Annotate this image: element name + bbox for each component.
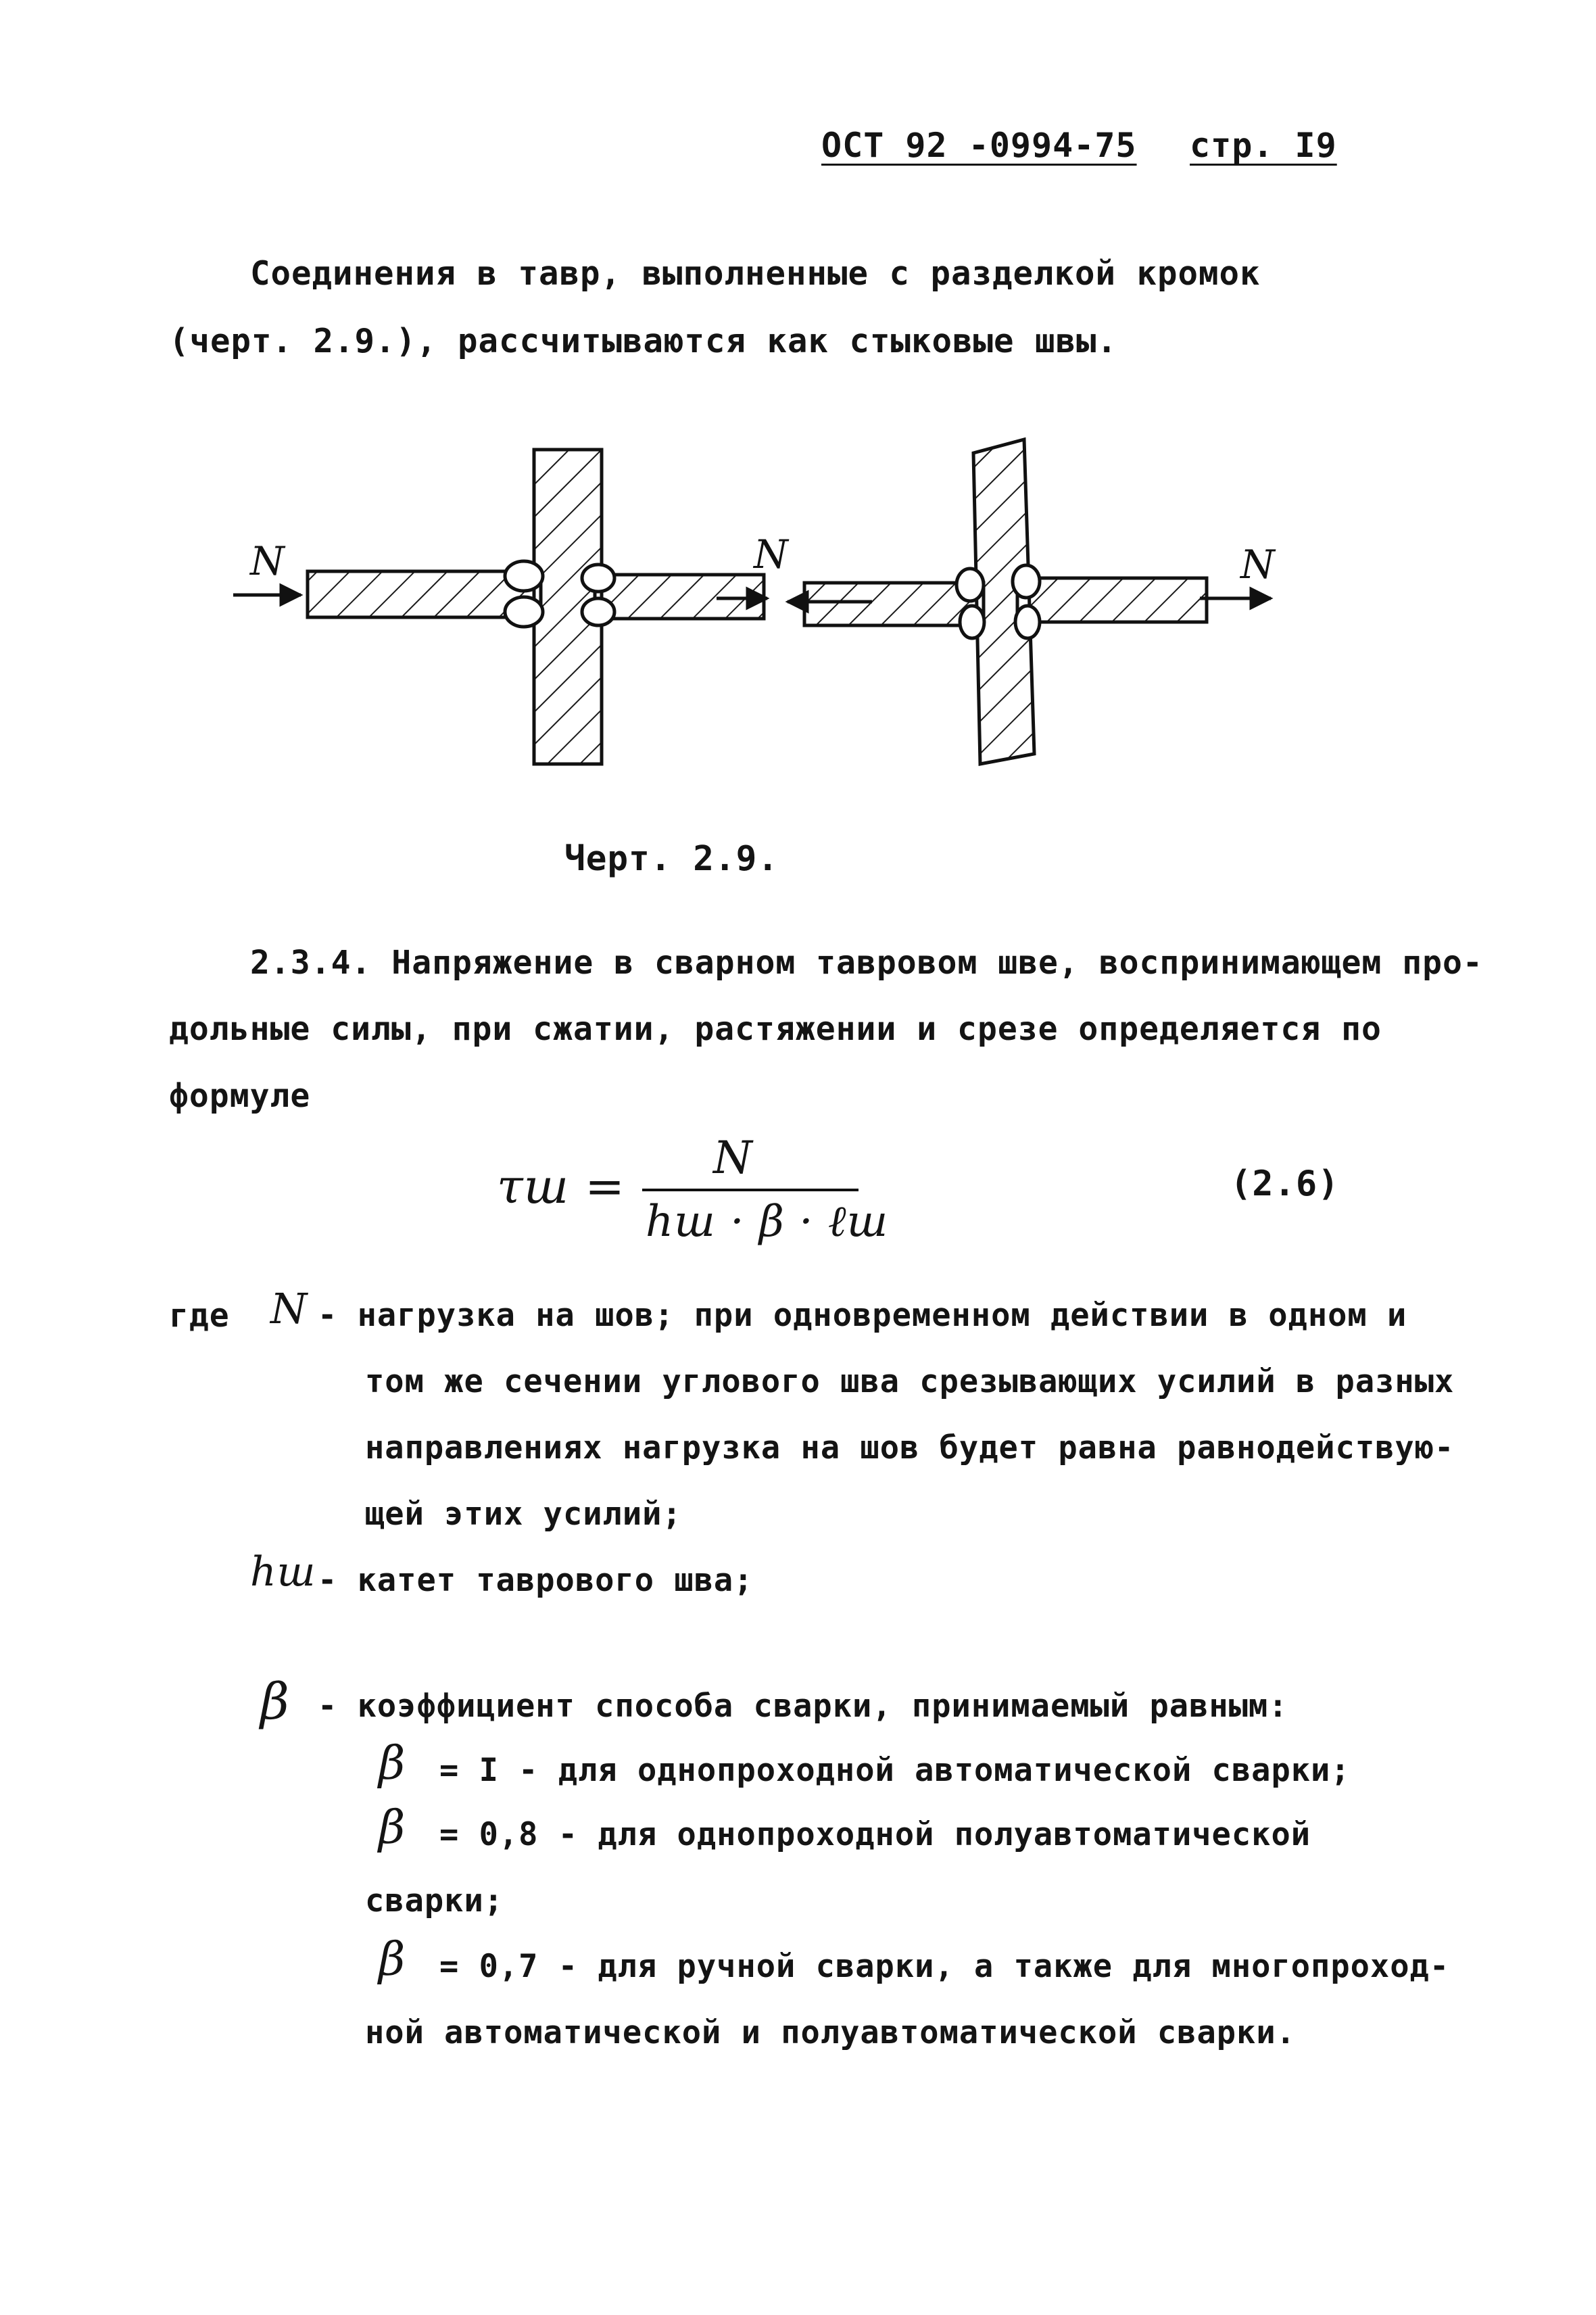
formula-numerator: N: [713, 1132, 753, 1184]
symbol-beta-1: β: [379, 1737, 406, 1790]
weld-bead: [1015, 606, 1040, 638]
where-label: где: [169, 1297, 230, 1335]
beta-value-3-line-1: = 0,7 - для ручной сварки, а также для многопроход-: [439, 1948, 1450, 1985]
intro-line-1: Соединения в тавр, выполненные с разделкой кромок: [250, 254, 1261, 293]
beta-value-1: = I - для однопроходной автоматической сварки;: [439, 1752, 1351, 1789]
right-tee-joint: [788, 439, 1271, 764]
weld-bead: [957, 569, 984, 601]
standard-number: ОСТ 92 -0994-75: [821, 126, 1137, 165]
symbol-n: N: [270, 1284, 308, 1333]
weld-bead: [582, 565, 614, 592]
section-line-1: 2.3.4. Напряжение в сварном тавровом шве, воспринимающем про-: [250, 944, 1483, 982]
force-label: N: [250, 538, 285, 584]
beta-value-2-line-1: = 0,8 - для однопроходной полуавтоматической: [439, 1816, 1311, 1853]
page-number: стр. I9: [1190, 126, 1337, 165]
section-line-2: дольные силы, при сжатии, растяжении и срезе определяется по: [169, 1010, 1382, 1048]
beta-value-2-line-2: сварки;: [365, 1882, 504, 1919]
def-n-line-4: щей этих усилий;: [365, 1496, 682, 1533]
symbol-beta-3: β: [379, 1933, 406, 1986]
def-n-line-1: - нагрузка на шов; при одновременном действии в одном и: [318, 1297, 1407, 1334]
def-h-text: - катет таврового шва;: [318, 1562, 754, 1599]
figure-caption: Черт. 2.9.: [564, 839, 779, 879]
formula-number: (2.6): [1230, 1164, 1340, 1204]
def-beta-text: - коэффициент способа сварки, принимаемый равным:: [318, 1688, 1288, 1725]
force-label: N: [754, 531, 788, 577]
weld-bead: [505, 597, 543, 627]
intro-line-2: (черт. 2.9.), рассчитываются как стыковые швы.: [169, 322, 1118, 360]
def-n-line-3: направлениях нагрузка на шов будет равна равнодействую-: [365, 1429, 1455, 1466]
force-label: N: [1240, 542, 1275, 588]
right-flange-plate-right: [1017, 578, 1207, 622]
symbol-beta-2: β: [379, 1801, 406, 1855]
right-web-plate: [973, 439, 1034, 764]
symbol-h: hш: [250, 1548, 316, 1596]
weld-bead: [582, 598, 614, 625]
beta-value-3-line-2: ной автоматической и полуавтоматической сварки.: [365, 2014, 1296, 2051]
def-n-line-2: том же сечении углового шва срезывающих усилий в разных: [365, 1363, 1455, 1400]
formula-lhs: τш =: [497, 1159, 625, 1214]
weld-bead: [505, 561, 543, 591]
section-line-3: формуле: [169, 1077, 311, 1115]
formula-denominator: hш · β · ℓш: [646, 1197, 889, 1247]
figure-2-9: [0, 433, 1596, 811]
symbol-beta: β: [260, 1673, 290, 1731]
left-tee-joint: [233, 450, 767, 764]
weld-bead: [960, 606, 984, 638]
fraction-bar: [642, 1189, 859, 1191]
weld-bead: [1013, 565, 1040, 598]
